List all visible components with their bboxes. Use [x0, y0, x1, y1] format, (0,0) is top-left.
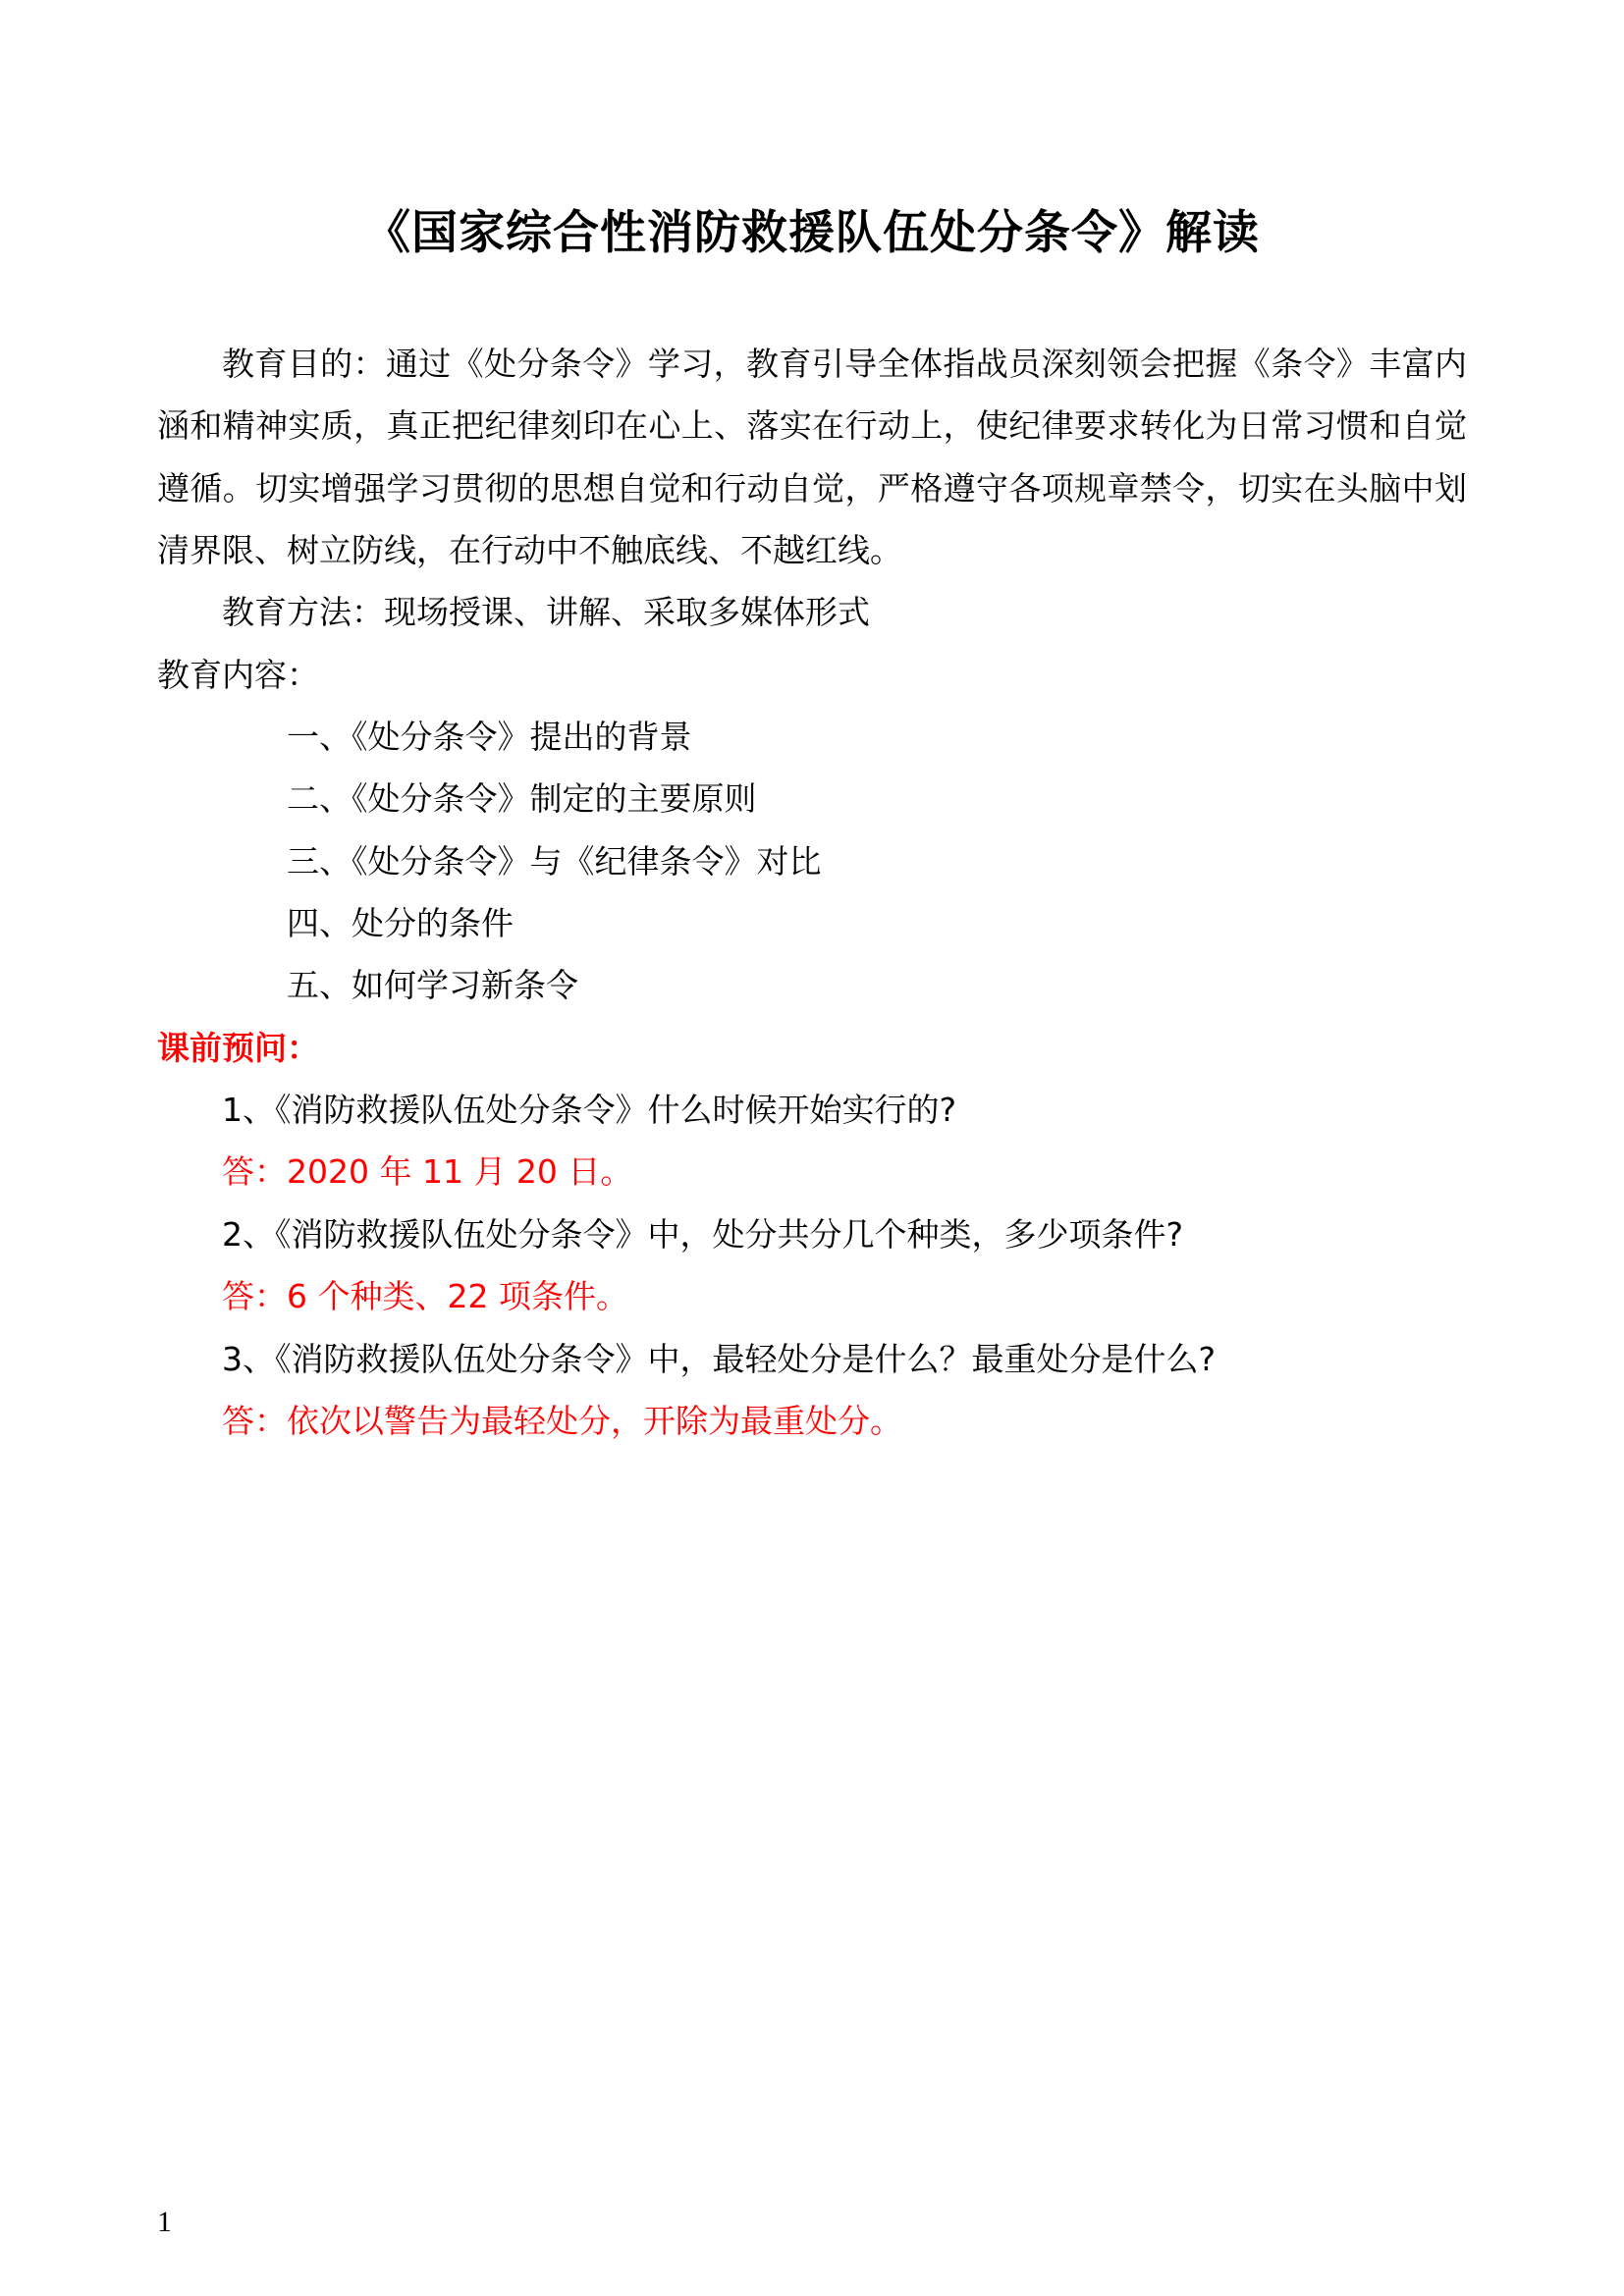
list-item: 一、《处分条令》提出的背景 — [287, 717, 692, 756]
list-item: 五、如何学习新条令 — [287, 966, 578, 1005]
outline-list — [157, 706, 1467, 1017]
list-item: 二、《处分条令》制定的主要原则 — [287, 779, 757, 819]
prequiz-heading: 课前预问： — [157, 1028, 319, 1067]
document-body — [157, 333, 1467, 1452]
education-method-paragraph: 教育方法：现场授课、讲解、采取多媒体形式 — [222, 593, 870, 632]
list-item: 三、《处分条令》与《纪律条令》对比 — [287, 841, 822, 881]
question-2: 2、《消防救援队伍处分条令》中，处分共分几个种类，多少项条件? — [222, 1214, 1184, 1254]
question-3: 3、《消防救援队伍处分条令》中，最轻处分是什么？最重处分是什么? — [222, 1339, 1217, 1378]
page-title: 《国家综合性消防救援队伍处分条令》解读 — [364, 206, 1260, 260]
prequiz-qa-list — [157, 1079, 1467, 1452]
question-1: 1、《消防救援队伍处分条令》什么时候开始实行的? — [222, 1091, 957, 1130]
answer-1: 答：2020 年 11 月 20 日。 — [222, 1152, 633, 1192]
page-number: 1 — [157, 2206, 172, 2238]
answer-2: 答：6 个种类、22 项条件。 — [222, 1277, 628, 1316]
education-purpose-paragraph: 教育目的：通过《处分条令》学习，教育引导全体指战员深刻领会把握《条令》丰富内涵和精神实质，真正把纪律刻印在心上、落实在行动上，使纪律要求转化为日常习惯和自觉遵循。切实增强学习贯彻的思想自觉和行动自觉，严格遵守各项规章禁令，切实在头脑中划清界限、树立防线，在行动中不触底线、不越红线。 — [157, 344, 1467, 569]
answer-3: 答：依次以警告为最轻处分，开除为最重处分。 — [222, 1401, 902, 1440]
list-item: 四、处分的条件 — [287, 904, 514, 943]
education-content-label: 教育内容： — [157, 655, 319, 694]
